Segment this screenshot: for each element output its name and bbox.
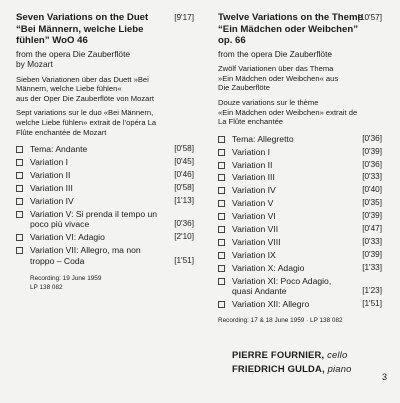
track-name: Variation V xyxy=(232,198,274,209)
right-work-header xyxy=(218,12,382,47)
track-time: [1'23] xyxy=(362,286,382,296)
track-name: Variation VII xyxy=(232,223,279,234)
recording-date: Recording: 19 June 1959 xyxy=(30,274,102,282)
track-item xyxy=(16,144,194,155)
note-line: Zwölf Variationen über das Thema xyxy=(218,64,334,74)
track-name: Tema: Allegretto xyxy=(232,133,294,144)
track-box-icon xyxy=(218,187,225,194)
track-item xyxy=(218,276,382,297)
track-box-icon xyxy=(218,213,225,220)
track-box-icon xyxy=(16,159,23,166)
performers-credit xyxy=(232,348,352,376)
track-box-icon xyxy=(16,185,23,192)
track-name: Variation III xyxy=(232,172,275,183)
track-name: Variation XI: Poco Adagio, quasi Andante xyxy=(232,275,332,297)
track-item xyxy=(218,263,382,274)
note-line: Flûte enchantée de Mozart xyxy=(16,127,107,137)
left-work-column xyxy=(16,0,194,292)
track-name: Variation XII: Allegro xyxy=(232,299,310,310)
track-box-icon xyxy=(218,239,225,246)
track-name: Variation VII: Allegro, ma non troppo – Coda xyxy=(30,245,141,266)
track-time: [1'33] xyxy=(362,262,382,272)
note-line: »Ein Mädchen oder Weibchen« aus xyxy=(218,73,339,83)
track-time: [0'39] xyxy=(362,146,382,156)
left-work-subtitle xyxy=(16,49,194,70)
track-box-icon xyxy=(218,252,225,259)
track-time: [0'40] xyxy=(362,185,382,195)
track-item xyxy=(218,172,382,183)
track-time: [0'33] xyxy=(362,172,382,182)
track-box-icon xyxy=(16,211,23,218)
track-time: [0'47] xyxy=(362,223,382,233)
track-box-icon xyxy=(16,234,23,241)
left-work-title: Seven Variations on the Duet “Bei Männern, welche Liebe fühlen” WoO 46 xyxy=(16,12,149,47)
right-work-duration: [10'57] xyxy=(357,13,382,22)
performer-line: PIERRE FOURNIER, cello xyxy=(232,349,348,360)
note-line: welche Liebe fühlen» extrait de l’opéra La xyxy=(16,117,157,127)
performer-name: FRIEDRICH GULDA xyxy=(232,363,322,374)
right-french-note xyxy=(218,98,382,127)
track-name: Variation II xyxy=(232,159,273,170)
performer-name: PIERRE FOURNIER xyxy=(232,349,322,360)
track-time: [1'51] xyxy=(362,299,382,309)
left-recording-info xyxy=(16,274,194,292)
track-item xyxy=(218,299,382,310)
track-box-icon xyxy=(218,265,225,272)
track-name: Variation V: Si prenda il tempo un poco più vivace xyxy=(30,208,158,230)
track-name: Variation X: Adagio xyxy=(232,262,305,273)
left-subtitle-line: from the opera Die Zauberflöte xyxy=(16,48,131,59)
track-time: [2'10] xyxy=(174,232,194,242)
left-german-note xyxy=(16,75,194,104)
track-name: Tema: Andante xyxy=(30,144,88,155)
right-german-note xyxy=(218,64,382,93)
left-track-list xyxy=(16,144,194,266)
track-item xyxy=(218,237,382,248)
note-line: Douze variations sur le thème xyxy=(218,97,319,107)
track-name: Variation III xyxy=(30,182,73,193)
note-line: Sept variations sur le duo «Bei Männern, xyxy=(16,108,154,118)
track-time: [0'36] xyxy=(362,133,382,143)
right-work-subtitle: from the opera Die Zauberflöte xyxy=(218,48,333,59)
note-line: Männern, welche Liebe fühlen« xyxy=(16,84,122,94)
track-time: [0'39] xyxy=(362,211,382,221)
track-name: Variation VIII xyxy=(232,236,281,247)
track-box-icon xyxy=(16,146,23,153)
track-time: [0'58] xyxy=(174,182,194,192)
track-time: [1'13] xyxy=(174,195,194,205)
track-item xyxy=(16,196,194,207)
track-time: [0'46] xyxy=(174,169,194,179)
track-box-icon xyxy=(218,301,225,308)
track-name: Variation II xyxy=(30,169,71,180)
right-track-list xyxy=(218,134,382,310)
track-item xyxy=(218,185,382,196)
performer-role: cello xyxy=(327,349,348,360)
right-work-title: Twelve Variations on the Theme “Ein Mädchen oder Weibchen” op. 66 xyxy=(218,12,363,47)
track-name: Variation VI: Adagio xyxy=(30,232,105,243)
track-item xyxy=(218,147,382,158)
track-time: [0'36] xyxy=(174,219,194,229)
track-box-icon xyxy=(16,172,23,179)
track-box-icon xyxy=(218,136,225,143)
track-box-icon xyxy=(16,247,23,254)
track-time: [0'39] xyxy=(362,249,382,259)
track-name: Variation I xyxy=(30,157,69,168)
note-line: Die Zauberflöte xyxy=(218,83,270,93)
right-recording-info: Recording: 17 & 18 June 1959 · LP 138 082 xyxy=(218,316,343,324)
track-item xyxy=(218,250,382,261)
note-line: «Ein Mädchen oder Weibchen» extrait de xyxy=(218,107,358,117)
performer-role: piano xyxy=(327,363,352,374)
track-item xyxy=(16,209,194,230)
catalogue-number: LP 138 082 xyxy=(30,283,63,291)
track-item xyxy=(218,134,382,145)
track-item xyxy=(218,160,382,171)
left-subtitle-line: by Mozart xyxy=(16,59,53,70)
track-item xyxy=(218,211,382,222)
track-item xyxy=(16,183,194,194)
track-time: [1'51] xyxy=(174,255,194,265)
track-item xyxy=(16,232,194,243)
track-box-icon xyxy=(218,226,225,233)
track-box-icon xyxy=(218,174,225,181)
track-name: Variation IV xyxy=(30,195,74,206)
track-name: Variation IX xyxy=(232,249,276,260)
left-work-header xyxy=(16,12,194,47)
track-name: Variation VI xyxy=(232,211,276,222)
track-name: Variation IV xyxy=(232,185,276,196)
track-box-icon xyxy=(218,162,225,169)
track-box-icon xyxy=(218,149,225,156)
track-time: [0'33] xyxy=(362,236,382,246)
track-box-icon xyxy=(218,278,225,285)
track-box-icon xyxy=(218,200,225,207)
track-item xyxy=(16,245,194,266)
note-line: Sieben Variationen über das Duett »Bei xyxy=(16,74,149,84)
track-time: [0'45] xyxy=(174,157,194,167)
note-line: La Flûte enchantée xyxy=(218,117,284,127)
track-time: [0'35] xyxy=(362,198,382,208)
track-item xyxy=(16,157,194,168)
left-french-note xyxy=(16,108,194,137)
track-item xyxy=(16,170,194,181)
track-time: [0'36] xyxy=(362,159,382,169)
page-number: 3 xyxy=(382,372,388,382)
track-item xyxy=(218,198,382,209)
track-name: Variation I xyxy=(232,146,271,157)
note-line: aus der Oper Die Zauberflöte von Mozart xyxy=(16,93,155,103)
track-time: [0'58] xyxy=(174,144,194,154)
right-work-column xyxy=(218,0,382,325)
performer-line: FRIEDRICH GULDA, piano xyxy=(232,363,352,374)
track-box-icon xyxy=(16,198,23,205)
left-work-duration: [9'17] xyxy=(174,13,194,22)
track-item xyxy=(218,224,382,235)
